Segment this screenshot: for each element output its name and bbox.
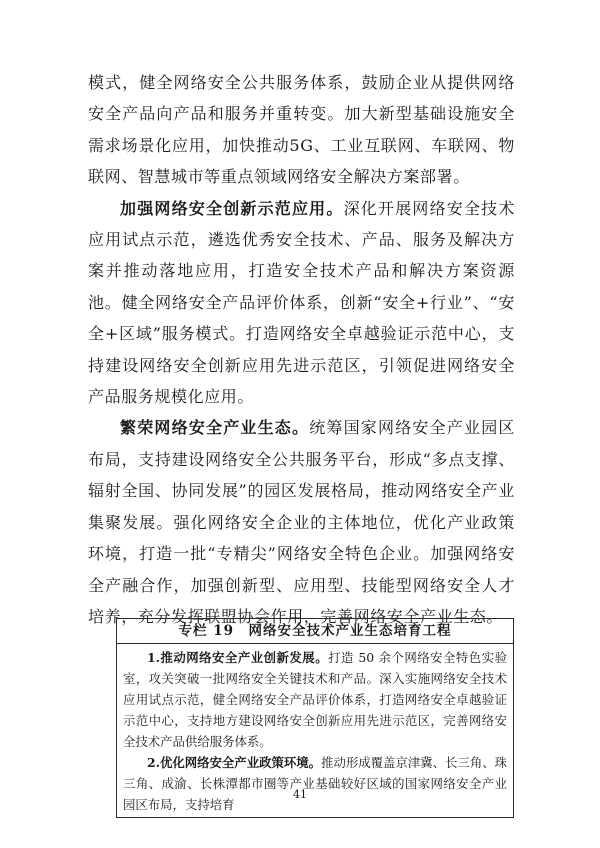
paragraph-heading: 繁荣网络安全产业生态。 xyxy=(120,418,310,438)
body-text xyxy=(88,67,515,632)
paragraph-heading: 加强网络安全创新示范应用。 xyxy=(120,198,344,218)
box-title: 专栏 19 网络安全技术产业生态培育工程 xyxy=(117,619,513,644)
box-item-text: 打造 50 余个网络安全特色实验室，攻关突破一批网络安全关键技术和产品。深入实施网络安全技术应用试点示范，健全网络安全产品评价体系，打造网络安全卓越验证示范中心，支持地方建设网络安全创新应用先进示范区，完善网络安全技术产品供给服务体系。 xyxy=(123,650,507,749)
paragraph-text: 模式，健全网络安全公共服务体系，鼓励企业从提供网络安全产品向产品和服务并重转变。加大新型基础设施安全需求场景化应用，加快推动5G、工业互联网、车联网、物联网、智慧城市等重点领域网络安全解决方案部署。 xyxy=(88,73,515,187)
paragraph-text: 统筹国家网络安全产业园区布局，支持建设网络安全公共服务平台，形成“多点支撑、辐射全国、协同发展”的园区发展格局，推动网络安全产业集聚发展。强化网络安全企业的主体地位，优化产业政策环境，打造一批“专精尖”网络安全特色企业。加强网络安全产融合作，加强创新型、应用型、技能型网络安全人才培养，充分发挥联盟协会作用，完善网络安全产业生态。 xyxy=(88,418,515,626)
box-item xyxy=(123,752,507,815)
paragraph-industry-ecosystem xyxy=(88,412,515,632)
page-number: 41 xyxy=(293,788,307,801)
box-item-heading: 1.推动网络安全产业创新发展。 xyxy=(147,650,329,665)
paragraph-text: 深化开展网络安全技术应用试点示范，遴选优秀安全技术、产品、服务及解决方案并推动落地应用，打造安全技术产品和解决方案资源池。健全网络安全产品评价体系，创新“安全+行业”、“安全+区域”服务模式。打造网络安全卓越验证示范中心，支持建设网络安全创新应用先进示范区，引领促进网络安全产品服务规模化应用。 xyxy=(88,198,515,407)
box-item-heading: 2.优化网络安全产业政策环境。 xyxy=(147,755,322,770)
box-item xyxy=(123,647,507,752)
paragraph-innovation-demo xyxy=(88,193,515,413)
box-item-text: 推动形成覆盖京津冀、长三角、珠三角、成渝、长株潭都市圈等产业基础较好区域的国家网络安全产业园区布局，支持培育 xyxy=(123,755,507,812)
paragraph-continuation xyxy=(88,67,515,193)
